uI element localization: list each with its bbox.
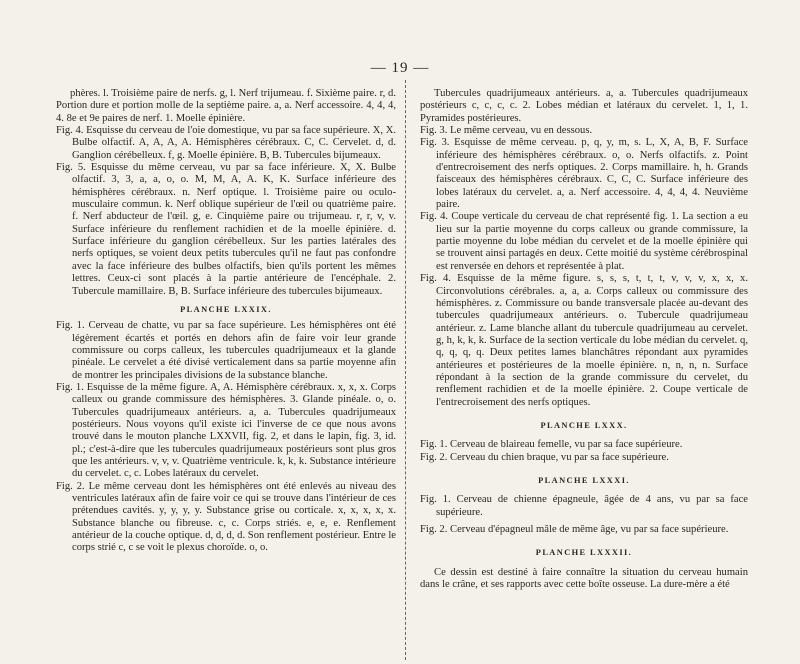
figure-caption-fig4-sketch: Fig. 4. Esquisse de la même figure. s, s, s, t, t, t, v, v, v, x, x, x. Circonvolutions cérébrales. a, a, a. Corps calleux ou commissure des hémisphères. z. Commissure ou bande transversale placée au-devant des tubercules quadrijumeaux antérieurs. o. Tubercule quadrijumeau antérieur. z. Lame blanche allant du tubercule quadrijumeau au cervelet. g, h, k, k, k. Surface de la section verticale du lobe médian du cervelet. q, q, q, q, q. Deux petites lames blanchâtres répondant aux pyramides antérieures et postérieures de la moelle épinière. n, n, n, n. Surface répondant à la section de la grande commissure du cervelet, du renflement rachidien et de la moelle épinière. 2. Coupe verticale de l'entrecroisement des nerfs optiques. — [420, 273, 748, 408]
figure-caption-fig3: Fig. 3. Le même cerveau, vu en dessous. — [420, 125, 593, 137]
figure-caption-fig2: Fig. 2. Cerveau d'épagneul mâle de même âge, vu par sa face supérieure. — [420, 524, 729, 535]
figure-caption-fig4: Fig. 4. Esquisse du cerveau de l'oie domestique, vu par sa face supérieure. X, X. Bulbe olfactif. A, A, A, A. Hémisphères cérébraux. C, C. Cervelet. d, d. Ganglion cérébelleux. f, g. Moelle épinière. B, B. Tubercules bijumeaux. — [56, 125, 396, 161]
paragraph-continuation: phères. l. Troisième paire de nerfs. g, l. Nerf trijumeau. f. Sixième paire. r, d. Portion dure et portion molle de la septième paire. a, a. Nerf accessoire. 4, 4, 4, 4. 8e et 9e paires de nerf. 1. Moelle épinière. — [56, 88, 396, 124]
figure-caption-fig2: Fig. 2. Cerveau du chien braque, vu par sa face supérieure. — [420, 451, 669, 463]
page-number: — 19 — — [370, 60, 430, 76]
figure-caption-fig1: Fig. 1. Cerveau de blaireau femelle, vu par sa face supérieure. — [420, 439, 683, 451]
planche-intro-paragraph: Ce dessin est destiné à faire connaître la situation du cerveau humain dans le crâne, et ses rapports avec cette boîte osseuse. La dure-mère a été — [420, 566, 748, 591]
figure-caption-fig1: Fig. 1. Cerveau de chienne épagneule, âgée de 4 ans, vu par sa face supérieure. — [420, 494, 748, 518]
planche-heading-lxxxii: PLANCHE LXXXII. — [535, 548, 633, 558]
right-column — [420, 88, 748, 591]
figure-caption-fig2: Fig. 2. Le même cerveau dont les hémisphères ont été enlevés au niveau des ventricules latéraux afin de faire voir ce qui se trouve dans l'intérieur de ces prétendues cavités. y, y, y, y. Substance grise ou corticale. x, x, x, x, x. Substance blanche ou fibreuse. c, c. Corps striés. e, e, e. Renflement antérieur de la couche optique. d, d, d, d. Son renflement postérieur. Entre le corps strié c, c se voit le plexus choroïde. o, o. — [56, 480, 396, 554]
planche-heading-lxxx: PLANCHE LXXX. — [540, 420, 628, 430]
paragraph-continuation: Tubercules quadrijumeaux antérieurs. a, a. Tubercules quadrijumeaux postérieurs c, c, c, c. 2. Lobes médian et latéraux du cervelet. 1, 1, 1. Pyramides postérieures. — [420, 88, 748, 124]
figure-caption-fig5: Fig. 5. Esquisse du même cerveau, vu par sa face inférieure. X, X. Bulbe olfactif. 3, 3, a, a, o, o. M, M, A, A. K, K. Surface inférieure des hémisphères cérébraux. n. Nerf optique. l. Troisième paire ou oculo-musculaire commun. k. Nerf oblique supérieur de l'œil ou quatrième paire. f. Nerf abducteur de l'œil. g, e. Cinquième paire ou trijumeau. r, r, v, v. Surface inférieure du renflement rachidien et de la moelle épinière. d. Surface inférieure du ganglion cérébelleux. Sur les parties latérales des nerfs optiques, se voient deux petits tubercules qu'il ne faut pas confondre avec la face inférieure des bulbes olfactifs, bien qu'ils portent les mêmes lettres. Ceux-ci sont placés à la partie antérieure de l'encéphale. 2. Tubercule mamillaire. B, B. Surface inférieure des tubercules bijumeaux. — [56, 162, 396, 297]
figure-caption-fig1: Fig. 1. Cerveau de chatte, vu par sa face supérieure. Les hémisphères ont été légèrement écartés et portés en dehors afin de faire voir leur grande commissure ou corps calleux, les tubercules quadrijumeaux et la glande pinéale. Le cervelet a été divisé verticalement dans sa partie moyenne afin de montrer les principales divisions de la substance blanche. — [56, 320, 396, 381]
column-divider — [405, 80, 406, 660]
figure-caption-fig3-sketch: Fig. 3. Esquisse de même cerveau. p, q, y, m, s. L, X, A, B, F. Surface inférieure des hémisphères cérébraux. o, o. Nerfs olfactifs. z. Point d'entrecroisement des nerfs optiques. 2. Corps mamillaire. h, h. Grands faisceaux des hémisphères cérébraux. C, C, C. Surface inférieure des lobes latéraux du cervelet. a, a. Nerf accessoire. 4, 4, 4, 4. Neuvième paire. — [420, 137, 748, 211]
left-column — [56, 88, 396, 555]
figure-caption-fig1-sketch: Fig. 1. Esquisse de la même figure. A, A. Hémisphère cérébraux. x, x, x. Corps calleux ou grande commissure des hémisphères. 3. Glande pinéale. o, o. Tubercules quadrijumeaux antérieurs. a, a. Tubercules quadrijumeaux postérieurs. Nous voyons qu'il existe ici l'inverse de ce que nous avons trouvé dans le mouton planche LXXVII, fig. 2, et dans le lapin, fig. 3, id. pl.; c'est-à-dire que les tubercules quadrijumeaux postérieurs sont plus gros que les antérieurs. v, v, v. Quatrième ventricule. k, k, k. Substance intérieure du cervelet. c, c. Lobes latéraux du cervelet. — [56, 381, 396, 480]
figure-caption-fig4: Fig. 4. Coupe verticale du cerveau de chat représenté fig. 1. La section a eu lieu sur la partie moyenne du corps calleux ou grande commissure, la partie moyenne du lobe médian du cervelet et de la moelle épinière qui se trouvent ainsi partagés en deux. Cette moitié du système cérébrospinal est renversée en dehors et représentée à plat. — [420, 211, 748, 272]
planche-heading-lxxix: PLANCHE LXXIX. — [180, 304, 272, 314]
planche-heading-lxxxi: PLANCHE LXXXI. — [538, 475, 630, 485]
